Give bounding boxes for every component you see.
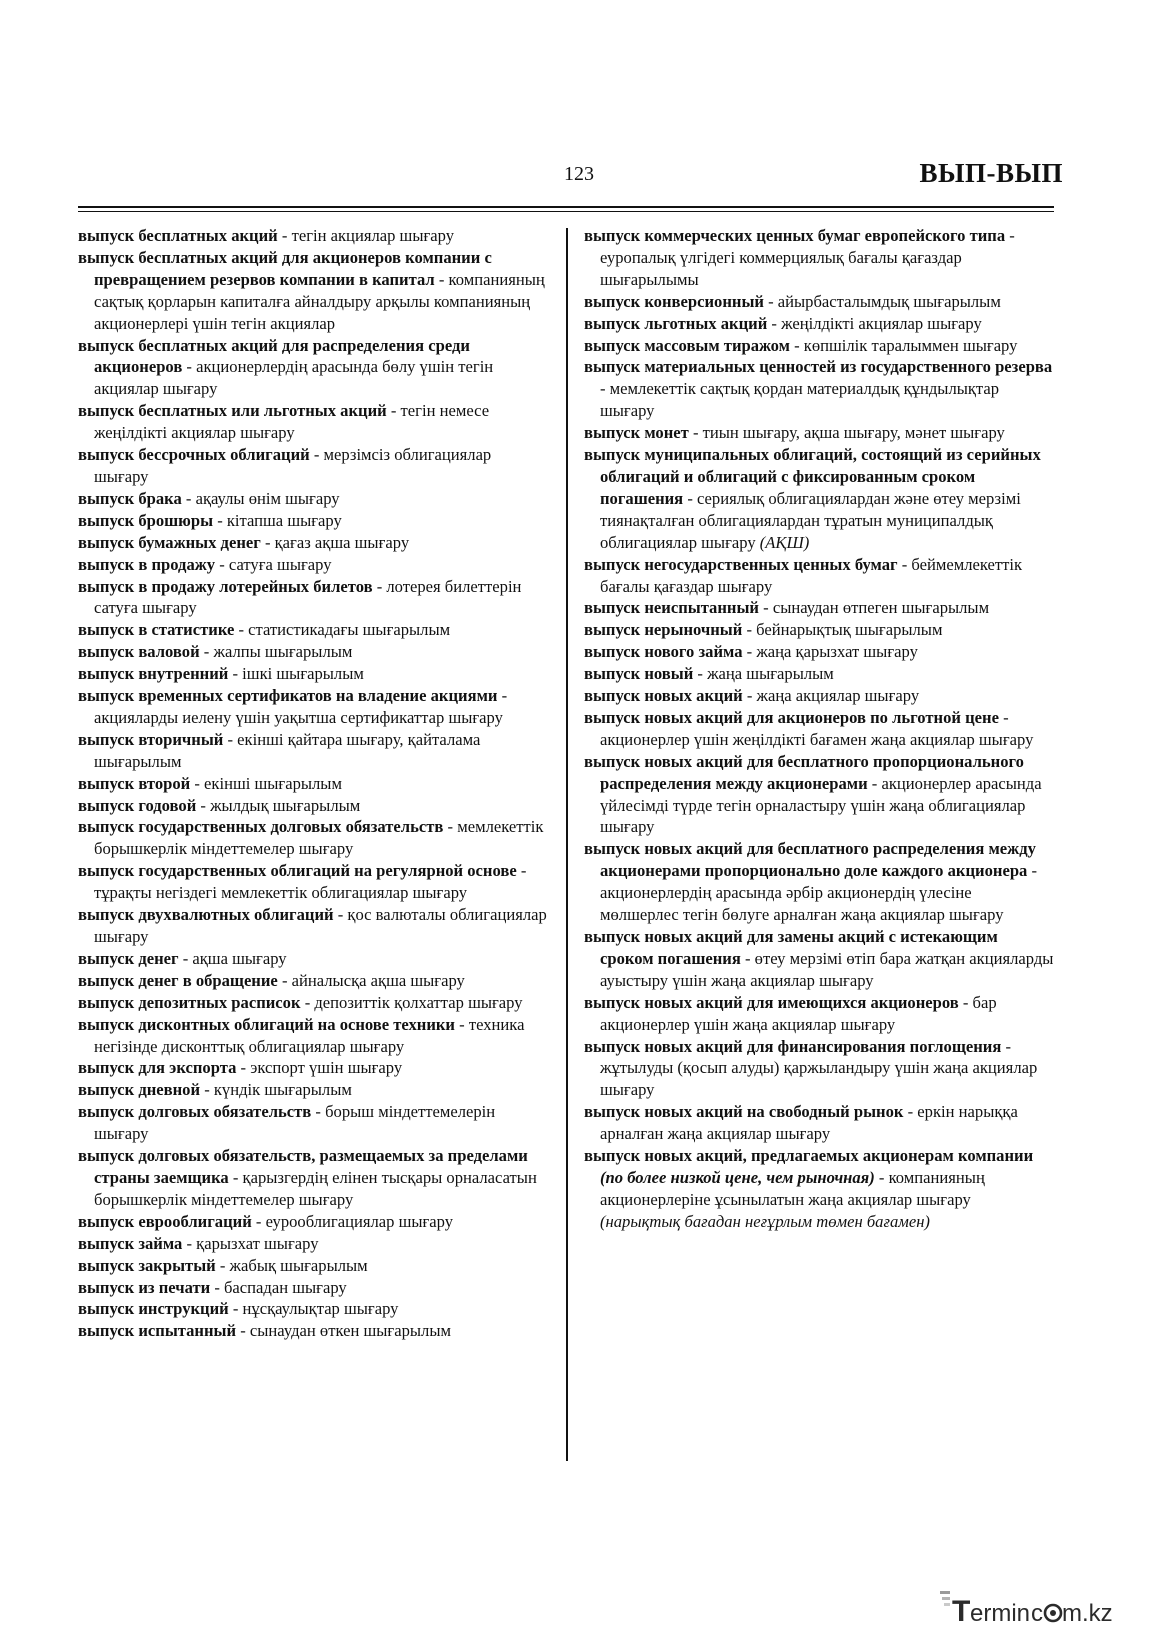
entry-definition: - акцияларды иелену үшін уақытша сертификаттар шығару — [94, 686, 508, 727]
entry-definition: - жылдық шығарылым — [196, 795, 361, 815]
entry-term: выпуск долговых обязательств, размещаемых за пределами страны заемщика — [78, 1146, 528, 1187]
dictionary-entry — [584, 291, 1054, 313]
entry-term: выпуск новый — [584, 664, 694, 684]
entry-definition: - экспорт үшін шығару — [236, 1058, 403, 1078]
entry-definition: - жабық шығарылым — [215, 1255, 368, 1275]
dictionary-entry — [584, 554, 1054, 598]
dictionary-entry — [78, 335, 548, 401]
entry-term: выпуск временных сертификатов на владение акциями — [78, 686, 498, 706]
dictionary-entry — [78, 1057, 548, 1079]
entry-definition: - сериялық облигациялардан және өтеу мерзімі тиянақталған облигациялардан тұратын муниципалдық облигациялар шығару — [600, 488, 1021, 552]
entry-term: выпуск коммерческих ценных бумаг европейского типа — [584, 226, 1006, 245]
right-column — [584, 225, 1054, 1233]
entry-term: выпуск валовой — [78, 642, 200, 662]
termincom-logo — [940, 1585, 1140, 1633]
entry-definition: - акционерлер үшін жеңілдікті бағамен жаңа акциялар шығару — [600, 707, 1034, 749]
entry-term: выпуск дневной — [78, 1080, 201, 1100]
dictionary-entry — [78, 488, 548, 510]
dictionary-entry — [78, 1079, 548, 1101]
dictionary-entry — [584, 597, 1054, 619]
entry-definition: - жалпы шығарылым — [199, 642, 353, 662]
entry-definition: - акционерлер арасында үйлесімді түрде тегін орналастыру үшін жаңа облигациялар шығару — [600, 773, 1042, 837]
dictionary-entry — [78, 247, 548, 335]
entry-term: выпуск новых акций на свободный рынок — [584, 1102, 904, 1122]
dictionary-entry — [584, 707, 1054, 751]
entry-definition: - сынаудан өтпеген шығарылым — [759, 598, 990, 618]
dictionary-entry — [78, 1320, 548, 1342]
dictionary-entry — [78, 576, 548, 620]
entry-definition: - акционерлердің арасында бөлу үшін тегін акциялар шығару — [94, 357, 494, 399]
entry-term: выпуск бесплатных или льготных акций — [78, 401, 387, 421]
entry-definition: - жаңа қарызхат шығару — [742, 642, 918, 662]
entry-term: выпуск инструкций — [78, 1299, 229, 1319]
entry-definition: - сатуға шығару — [215, 554, 332, 574]
entry-term: выпуск бесплатных акций для акционеров компании с превращением резервов компании в капитал — [78, 247, 492, 289]
entry-term: выпуск монет — [584, 423, 689, 443]
entry-definition: - қарызгердің елінен тысқары орналасатын борышкерлік міндеттемелер шығару — [94, 1167, 537, 1209]
entry-definition: - жұтылуды (қосып алуды) қаржыландыру үшін жаңа акциялар шығару — [600, 1036, 1038, 1100]
entry-term: выпуск новых акций для акционеров по льготной цене — [584, 707, 999, 727]
entry-term: выпуск второй — [78, 773, 191, 793]
entry-term: выпуск муниципальных облигаций, состоящий из серийных облигаций и облигаций с фиксированным сроком погашения — [584, 445, 1041, 508]
entry-definition: - ішкі шығарылым — [228, 664, 364, 684]
dictionary-entry — [584, 663, 1054, 685]
dictionary-entry — [584, 926, 1054, 992]
entry-term: выпуск бесплатных акций для распределения среди акционеров — [78, 335, 470, 377]
dictionary-entry — [584, 225, 1054, 291]
entry-definition: - тиын шығару, ақша шығару, мәнет шығару — [688, 423, 1005, 443]
entry-definition: - ақаулы өнім шығару — [181, 488, 340, 508]
entry-term: выпуск новых акций для финансирования поглощения — [584, 1036, 1002, 1056]
entry-term: выпуск государственных долговых обязательств — [78, 817, 444, 837]
entry-definition: - өтеу мерзімі өтіп бара жатқан акцияларды ауыстыру үшін жаңа акциялар шығару — [600, 948, 1054, 990]
entry-term: выпуск новых акций для имеющихся акционеров — [584, 992, 959, 1012]
dictionary-entry — [584, 1036, 1054, 1102]
dictionary-entry — [78, 816, 548, 860]
dictionary-entry — [78, 444, 548, 488]
dictionary-entry — [78, 1298, 548, 1320]
dictionary-entry — [584, 751, 1054, 839]
entry-term: выпуск дисконтных облигаций на основе техники — [78, 1014, 455, 1034]
dictionary-entry — [78, 860, 548, 904]
entry-term: выпуск массовым тиражом — [584, 335, 790, 355]
entry-term: выпуск льготных акций — [584, 313, 768, 333]
entry-definition: - бейнарықтық шығарылым — [742, 620, 943, 640]
dictionary-entry — [78, 1145, 548, 1211]
entry-term: выпуск неиспытанный — [584, 598, 759, 618]
dictionary-entry — [78, 729, 548, 773]
dictionary-entry — [584, 838, 1054, 926]
entry-term: выпуск вторичный — [78, 729, 224, 749]
header-rule-thin — [78, 211, 1054, 212]
entry-term: выпуск для экспорта — [78, 1058, 237, 1078]
logo-letter-t: T — [952, 1595, 971, 1628]
entry-definition: - еуропалық үлгідегі коммерциялық бағалы қағаздар шығарылымы — [600, 226, 1015, 289]
dictionary-entry — [584, 641, 1054, 663]
dictionary-entry — [584, 356, 1054, 422]
entry-term: выпуск брака — [78, 488, 182, 508]
entry-definition: - кітапша шығару — [213, 510, 342, 530]
entry-term: выпуск государственных облигаций на регулярной основе — [78, 861, 517, 881]
entry-definition: - мемлекеттік сақтық қордан материалдық құндылықтар шығару — [600, 379, 1000, 421]
entry-definition: - техника негізінде дисконттық облигациялар шығару — [94, 1014, 525, 1056]
entry-term: выпуск испытанный — [78, 1321, 237, 1341]
left-column — [78, 225, 548, 1342]
entry-definition: - нұсқаулықтар шығару — [228, 1299, 399, 1319]
dictionary-entry — [78, 1014, 548, 1058]
dictionary-entry — [584, 422, 1054, 444]
dictionary-entry — [78, 992, 548, 1014]
dictionary-entry — [78, 685, 548, 729]
entry-definition: - жеңілдікті акциялар шығару — [767, 313, 982, 333]
running-header: ВЫП-ВЫП — [919, 158, 1063, 188]
dictionary-entry — [78, 1277, 548, 1299]
entry-note: (нарықтық бағадан неғұрлым төмен бағамен) — [600, 1211, 930, 1231]
entry-term: выпуск новых акций для бесплатного распределения между акционерами пропорционально доле каждого акционера — [584, 839, 1036, 881]
entry-note: (АҚШ) — [759, 532, 810, 552]
entry-term-note: (по более низкой цене, чем рыночная) — [600, 1167, 875, 1187]
entry-term: выпуск в продажу — [78, 554, 216, 574]
entry-term: выпуск денег — [78, 948, 179, 968]
entry-definition: - компанияның сақтық қорларын капиталға айналдыру арқылы компанияның акционерлері үшін тегін акциялар — [94, 269, 545, 333]
dictionary-entry — [78, 1255, 548, 1277]
dictionary-entry — [78, 1101, 548, 1145]
dictionary-entry — [78, 532, 548, 554]
logo-text-c: c — [1031, 1600, 1043, 1627]
dictionary-entry — [584, 1145, 1054, 1233]
entry-term: выпуск годовой — [78, 795, 197, 815]
entry-term: выпуск конверсионный — [584, 291, 764, 311]
entry-definition: - тұрақты негіздегі мемлекеттік облигациялар шығару — [94, 861, 527, 903]
dictionary-entry — [78, 1211, 548, 1233]
dictionary-entry — [584, 335, 1054, 357]
entry-term: выпуск материальных ценностей из государственного резерва — [584, 357, 1053, 377]
entry-definition: - сынаудан өткен шығарылым — [236, 1321, 451, 1341]
entry-definition: - бар акционерлер үшін жаңа акциялар шығару — [600, 992, 997, 1034]
entry-definition: - депозиттік қолхаттар шығару — [300, 992, 523, 1012]
dictionary-entry — [584, 444, 1054, 554]
entry-definition: - мемлекеттік борышкерлік міндеттемелер шығару — [94, 817, 544, 859]
entry-term: выпуск бесплатных акций — [78, 226, 278, 245]
entry-term: выпуск в продажу лотерейных билетов — [78, 576, 373, 596]
dictionary-entry — [78, 970, 548, 992]
entry-definition: - қос валюталы облигациялар шығару — [94, 905, 547, 946]
entry-term: выпуск нового займа — [584, 642, 743, 662]
dictionary-entry — [78, 225, 548, 247]
logo-text-mkz: m.kz — [1062, 1600, 1113, 1627]
entry-term: выпуск в статистике — [78, 620, 235, 640]
entry-term: выпуск из печати — [78, 1277, 211, 1297]
entry-term: выпуск закрытый — [78, 1255, 216, 1275]
entry-term: выпуск новых акций — [584, 686, 743, 706]
dictionary-entry — [78, 773, 548, 795]
entry-definition: - борыш міндеттемелерін шығару — [94, 1102, 496, 1144]
entry-definition: - жаңа акциялар шығару — [742, 686, 920, 706]
entry-definition: - күндік шығарылым — [200, 1080, 352, 1100]
entry-term: выпуск негосударственных ценных бумаг — [584, 554, 898, 574]
entry-term: выпуск новых акций, предлагаемых акционерам компании — [584, 1146, 1034, 1166]
entry-definition: - айырбасталымдық шығарылым — [763, 291, 1001, 311]
entry-definition: - жаңа шығарылым — [693, 664, 834, 684]
entry-term: выпуск денег в обращение — [78, 970, 278, 990]
dictionary-entry — [584, 313, 1054, 335]
entry-definition: - айналысқа ақша шығару — [277, 970, 465, 990]
entry-definition: - лотерея билеттерін сатуға шығару — [94, 576, 522, 618]
dictionary-entry — [78, 1233, 548, 1255]
dictionary-entry — [78, 795, 548, 817]
entry-definition: - көпшілік таралыммен шығару — [789, 335, 1018, 355]
entry-definition: - мерзімсіз облигациялар шығару — [94, 445, 492, 486]
entry-term: выпуск нерыночный — [584, 620, 743, 640]
dictionary-entry — [78, 619, 548, 641]
entry-term: выпуск внутренний — [78, 664, 229, 684]
entry-term: выпуск займа — [78, 1233, 183, 1253]
entry-term: выпуск бессрочных облигаций — [78, 445, 310, 465]
column-divider — [566, 228, 568, 1461]
entry-term: выпуск брошюры — [78, 510, 214, 530]
dictionary-entry — [78, 641, 548, 663]
header-rule — [78, 206, 1054, 208]
dictionary-entry — [78, 510, 548, 532]
entry-definition: - статистикадағы шығарылым — [234, 620, 451, 640]
dictionary-entry — [584, 685, 1054, 707]
entry-definition: - қарызхат шығару — [182, 1233, 319, 1253]
entry-term: выпуск двухвалютных облигаций — [78, 905, 334, 925]
entry-definition: - еркін нарыққа арналған жаңа акциялар шығару — [600, 1102, 1018, 1144]
entry-definition: - ақша шығару — [178, 948, 287, 968]
entry-definition: - екінші шығарылым — [190, 773, 342, 793]
entry-definition: - баспадан шығару — [210, 1277, 347, 1297]
dictionary-entry — [584, 619, 1054, 641]
dictionary-entry — [584, 1101, 1054, 1145]
entry-term: выпуск новых акций для замены акций с истекающим сроком погашения — [584, 927, 998, 968]
dictionary-entry — [78, 663, 548, 685]
entry-term: выпуск долговых обязательств — [78, 1102, 312, 1122]
entry-definition: - компанияның акционерлеріне ұсынылатын жаңа акциялар шығару — [600, 1167, 985, 1209]
dictionary-entry — [78, 948, 548, 970]
entry-definition: - тегін акциялар шығару — [277, 226, 455, 245]
dictionary-entry — [78, 554, 548, 576]
dictionary-entry — [78, 904, 548, 948]
entry-term: выпуск депозитных расписок — [78, 992, 301, 1012]
entry-definition: - акционерлердің арасында әрбір акционердің үлесіне мөлшерлес тегін бөлуге арналған жаңа акциялар шығару — [600, 861, 1038, 925]
entry-definition: - қағаз ақша шығару — [260, 532, 410, 552]
entry-term: выпуск новых акций для бесплатного пропорционального распределения между акционерами — [584, 751, 1024, 793]
logo-text-ermin: ermin — [970, 1600, 1031, 1627]
entry-definition: - еурооблигациялар шығару — [251, 1211, 454, 1231]
entry-definition: - тегін немесе жеңілдікті акциялар шығару — [94, 401, 490, 443]
dictionary-entry — [584, 992, 1054, 1036]
entry-term: выпуск еврооблигаций — [78, 1211, 252, 1231]
entry-definition: - екінші қайтара шығару, қайталама шығарылым — [94, 729, 481, 771]
page-number: 123 — [564, 163, 594, 185]
dictionary-entry — [78, 400, 548, 444]
entry-definition: - беймемлекеттік бағалы қағаздар шығару — [600, 554, 1023, 596]
entry-term: выпуск бумажных денег — [78, 532, 261, 552]
